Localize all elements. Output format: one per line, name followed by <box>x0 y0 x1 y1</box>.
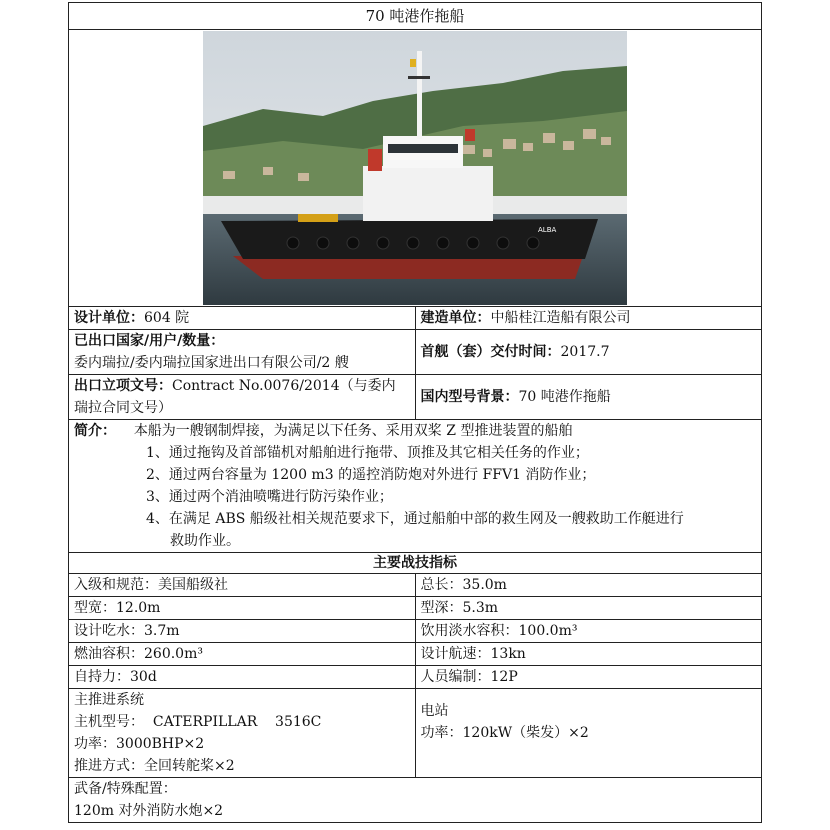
mast-arm <box>408 76 430 79</box>
intro-item: 4、在满足 ABS 船级社相关规范要求下，通过船舶中部的救生网及一艘救助工作艇进行 <box>146 511 684 527</box>
export-cell <box>69 330 416 375</box>
spec-draft: 设计吃水：3.7m <box>69 620 416 643</box>
bridge-windows <box>388 144 458 153</box>
intro-item: 1、通过拖钩及首部锚机对船舶进行拖带、顶推及其它相关任务的作业； <box>146 445 589 461</box>
monitor <box>465 129 475 141</box>
weapons-cell <box>69 778 762 823</box>
specs-title: 主要战技指标 <box>69 553 762 574</box>
design-unit-value: 604 院 <box>144 310 190 326</box>
datasheet-table <box>68 2 762 823</box>
first-delivery-cell <box>415 330 762 375</box>
spec-endurance: 自持力：30d <box>69 666 416 689</box>
stripes <box>298 214 338 222</box>
export-label: 已出口国家/用户/数量： <box>74 333 225 349</box>
domestic-model-value: 70 吨港作拖船 <box>518 389 611 405</box>
deckhouse <box>363 166 493 221</box>
spec-fresh-water: 饮用淡水容积：100.0m³ <box>415 620 762 643</box>
photo-cell <box>69 30 762 307</box>
propulsion-engine: 主机型号： CATERPILLAR 3516C <box>74 714 322 730</box>
stack <box>368 149 382 171</box>
approval-label: 出口立项文号： <box>74 378 172 394</box>
propulsion-power: 功率：3000BHP×2 <box>74 736 205 752</box>
mast <box>417 51 422 139</box>
spec-depth: 型深：5.3m <box>415 597 762 620</box>
flag <box>410 59 416 67</box>
datasheet <box>68 2 762 823</box>
hull-red <box>233 256 583 279</box>
doc-title: 70 吨港作拖船 <box>69 3 762 30</box>
tugboat-photo <box>203 31 627 305</box>
intro-item: 2、通过两台容量为 1200 m3 的遥控消防炮对外进行 FFV1 消防作业； <box>146 467 596 483</box>
first-delivery-label: 首舰（套）交付时间： <box>420 344 561 360</box>
approval-value: Contract No.0076/2014（与委内瑞拉合同文号） <box>74 378 396 416</box>
power-station-cell <box>415 689 762 778</box>
hull-name: ALBA <box>538 226 557 234</box>
spec-beam: 型宽：12.0m <box>69 597 416 620</box>
power-station-title: 电站 <box>420 703 449 719</box>
first-delivery-value: 2017.7 <box>560 344 610 360</box>
export-value: 委内瑞拉/委内瑞拉国家进出口有限公司/2 艘 <box>74 355 349 371</box>
spec-crew: 人员编制：12P <box>415 666 762 689</box>
spec-loa: 总长：35.0m <box>415 574 762 597</box>
intro-item-continuation: 救助作业。 <box>170 533 240 549</box>
propulsion-title: 主推进系统 <box>74 692 144 708</box>
spec-speed: 设计航速：13kn <box>415 643 762 666</box>
domestic-model-cell <box>415 375 762 420</box>
domestic-model-label: 国内型号背景： <box>420 389 519 405</box>
intro-item: 3、通过两个消油喷嘴进行防污染作业； <box>146 489 393 505</box>
propulsion-cell <box>69 689 416 778</box>
intro-label: 简介： <box>74 423 116 439</box>
builder-label: 建造单位： <box>420 310 491 326</box>
weapons-item: 120m 对外消防水炮×2 <box>74 803 224 819</box>
design-unit-label: 设计单位： <box>74 310 144 326</box>
fenders <box>287 237 539 249</box>
spec-fuel: 燃油容积：260.0m³ <box>69 643 416 666</box>
propulsion-mode: 推进方式：全回转舵桨×2 <box>74 758 235 774</box>
power-station-power: 功率：120kW（柴发）×2 <box>420 725 589 741</box>
approval-cell <box>69 375 416 420</box>
builder-cell <box>415 307 762 330</box>
spec-class: 入级和规范：美国船级社 <box>69 574 416 597</box>
builder-value: 中船桂江造船有限公司 <box>490 310 631 326</box>
intro-cell <box>69 420 762 553</box>
intro-lead: 本船为一艘钢制焊接，为满足以下任务、采用双桨 Z 型推进装置的船舶 <box>133 423 573 439</box>
design-unit-cell <box>69 307 416 330</box>
weapons-title: 武备/特殊配置： <box>74 781 177 797</box>
